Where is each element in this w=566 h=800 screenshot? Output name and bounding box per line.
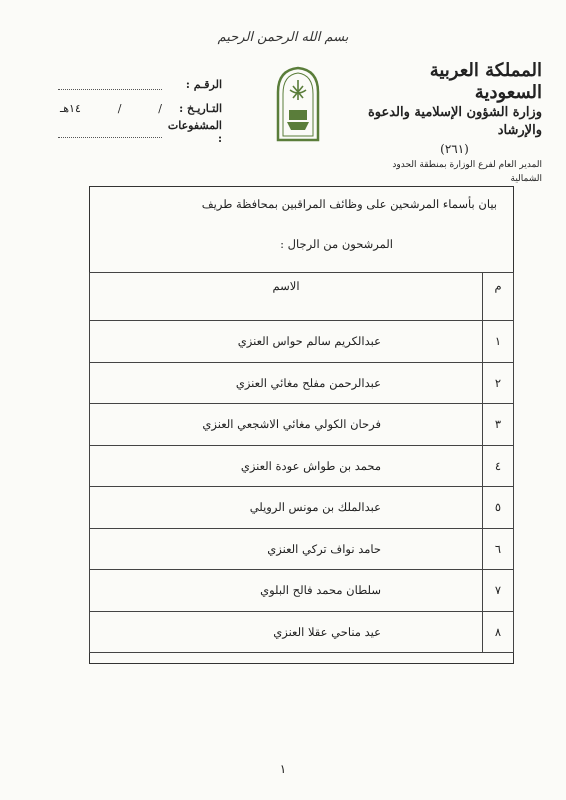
table-row (90, 487, 514, 529)
table-row (90, 445, 514, 487)
meta-date-row (52, 96, 222, 120)
ministry-emblem-logo (274, 66, 322, 142)
row-name: محمد بن طواش عودة العنزي (240, 458, 381, 473)
number-field (58, 79, 162, 90)
date-slash: / (117, 101, 122, 115)
table-row (90, 362, 514, 404)
row-number: ٢ (483, 362, 514, 404)
table-header-row (90, 273, 514, 321)
office-name: المدير العام لفرع الوزارة بمنطقة الحدود الشمالية (392, 160, 542, 184)
row-name: عبدالكريم سالم حواس العنزي (237, 334, 381, 349)
document-frame (89, 186, 514, 664)
page-number: ١ (279, 762, 287, 776)
row-number: ٦ (483, 528, 514, 570)
row-number: ٥ (483, 487, 514, 529)
table-row (90, 570, 514, 612)
row-number: ٨ (483, 611, 514, 653)
document-subtitle: المرشحون من الرجال : (280, 237, 393, 251)
basmala: بسم الله الرحمن الرحيم (217, 30, 349, 45)
table-row (90, 321, 514, 363)
row-name: فرحان الكولي مغائي الاشجعي العنزي (202, 417, 381, 432)
row-number: ٣ (483, 404, 514, 446)
row-name: حامد نواف تركي العنزي (267, 541, 381, 556)
kingdom-name: المملكة العربية السعودية (429, 60, 542, 103)
letterhead-number: (٢٦١) (440, 142, 469, 156)
header-number: م (483, 273, 514, 321)
table-row (90, 611, 514, 653)
date-field (52, 102, 162, 115)
row-number: ٧ (483, 570, 514, 612)
letter-meta (52, 72, 222, 144)
row-name: سلطان محمد فالح البلوي (260, 583, 381, 598)
table-row (90, 404, 514, 446)
row-number: ١ (483, 321, 514, 363)
row-number: ٤ (483, 445, 514, 487)
header-name: الاسم (90, 273, 483, 321)
candidates-table (89, 272, 514, 653)
meta-number-row (52, 72, 222, 96)
row-name: عيد مناحي عقلا العنزي (273, 624, 381, 639)
table-row (90, 528, 514, 570)
attachments-label: المشفوعات : (167, 119, 222, 145)
number-label: الرقـم : (185, 77, 222, 91)
document-title: بيان بأسماء المرشحين على وظائف المراقبين بمحافظة طريف (201, 197, 497, 211)
ministry-letterhead (367, 60, 542, 186)
ministry-name: وزارة الشؤون الإسلامية والدعوة والإرشاد (367, 105, 542, 138)
row-name: عبدالرحمن مفلح مغائي العنزي (235, 375, 381, 390)
date-label: التـاريـخ : (179, 101, 222, 115)
date-suffix: ١٤هـ (60, 101, 81, 115)
date-slash: / (158, 101, 162, 115)
attachments-field (58, 127, 162, 138)
row-name: عبدالملك بن مونس الرويلي (249, 500, 381, 515)
meta-attachments-row (52, 120, 222, 144)
